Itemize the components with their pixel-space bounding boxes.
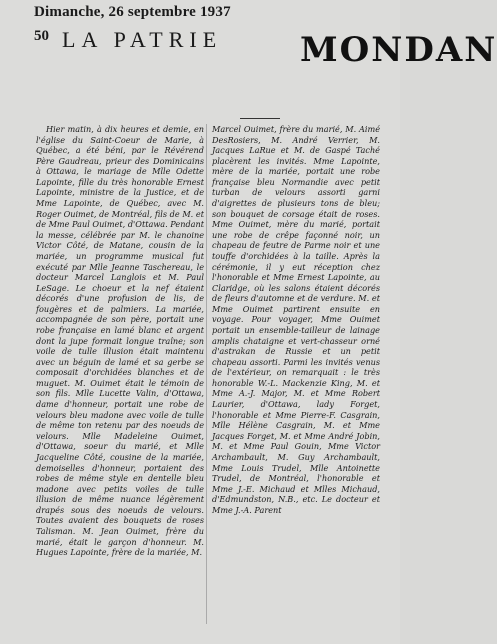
article-text-left: Hier matin, à dix heures et demie, en l'église du Saint-Coeur de Marie, à Québec, a été béni, par le Révérend Père Gaudreau, prieur des Dominicains à Ottawa, le mariage de Mlle Odette Lapointe, fille du très honorable Ernest Lapointe, ministre de la Justice, et de Mme Lapointe, de Québec, avec M. Roger Ouimet, de Montréal, fils de M. et de Mme Paul Ouimet, d'Ottawa. Pendant la messe, célébrée par M. le chanoine Victor Côté, de Matane, cousin de la mariée, un programme musical fut exécuté par Mlle Jeanne Taschereau, le docteur Marcel Langlois et M. Paul LeSage. Le choeur et la nef étaient décorés d'une profusion de lis, de fougères et de palmiers. La mariée, accompagnée de son père, portait une robe française en lamé blanc et argent dont la jupe formait longue traîne; son voile de tulle illusion était maintenu avec un béguin de lamé et sa gerbe se composait d'orchidées blanches et de muguet. M. Ouimet était le témoin de son fils. Mlle Lucette Valin, d'Ottawa, dame d'honneur, portait une robe de velours bleu madone avec voile de tulle de même ton retenu par des noeuds de velours. Mlle Madeleine Ouimet, d'Ottawa, soeur du marié, et Mlle Jacqueline Côté, cousine de la mariée, demoiselles d'honneur, portaient des robes de même style en dentelle bleu madone avec petits voiles de tulle illusion de même nuance légèrement drapés sous des noeuds de velours. Toutes avaient des bouquets de roses Talisman. M. Jean Ouimet, frère du marié, était le garçon d'honneur. M. Hugues Lapointe, frère de la mariée, M. [36,124,204,558]
page-number: 50 [34,28,49,44]
newspaper-name: LA PATRIE [62,27,223,52]
article-column-left [36,124,204,636]
separator-dash [240,118,280,119]
column-divider [206,124,207,624]
section-masthead: MONDAN [300,30,497,70]
issue-date: Dimanche, 26 septembre 1937 [34,4,231,20]
article-column-right [212,124,380,644]
article-text-right: Marcel Ouimet, frère du marié, M. Aimé DesRosiers, M. André Verrier, M. Jacques LaRue et M. de Gaspé Taché placèrent les invités. Mme Lapointe, mère de la mariée, portait une robe française bleu Normandie avec petit turban de velours assorti garni d'aigrettes de plusieurs tons de bleu; son bouquet de corsage était de roses. Mme Ouimet, mère du marié, portait une robe de crêpe façonné noir, un chapeau de feutre de Parme noir et une touffe d'orchidées à la taille. Après la cérémonie, il y eut réception chez l'honorable et Mme Ernest Lapointe, au Claridge, où les salons étaient décorés de fleurs d'automne et de verdure. M. et Mme Ouimet partirent ensuite en voyage. Pour voyager, Mme Ouimet portait un ensemble-tailleur de lainage amplis chataigne et vert-chasseur orné d'astrakan de Russie et un petit chapeau assorti. Parmi les invités venus de l'extérieur, on remarquait : le très honorable W.-L. Mackenzie King, M. et Mme A.-J. Major, M. et Mme Robert Laurier, d'Ottawa, lady Forget, l'honorable et Mme Pierre-F. Casgrain, Mlle Hélène Casgrain, M. et Mme Jacques Forget, M. et Mme André Jobin, M. et Mme Paul Gouin, Mme Victor Archambault, M. Guy Archambault, Mme Louis Trudel, Mlle Antoinette Trudel, de Montréal, l'honorable et Mme J.-E. Michaud et Mlles Michaud, d'Edmundston, N.B., etc. Le docteur et Mme J.-A. Parent [212,124,380,515]
